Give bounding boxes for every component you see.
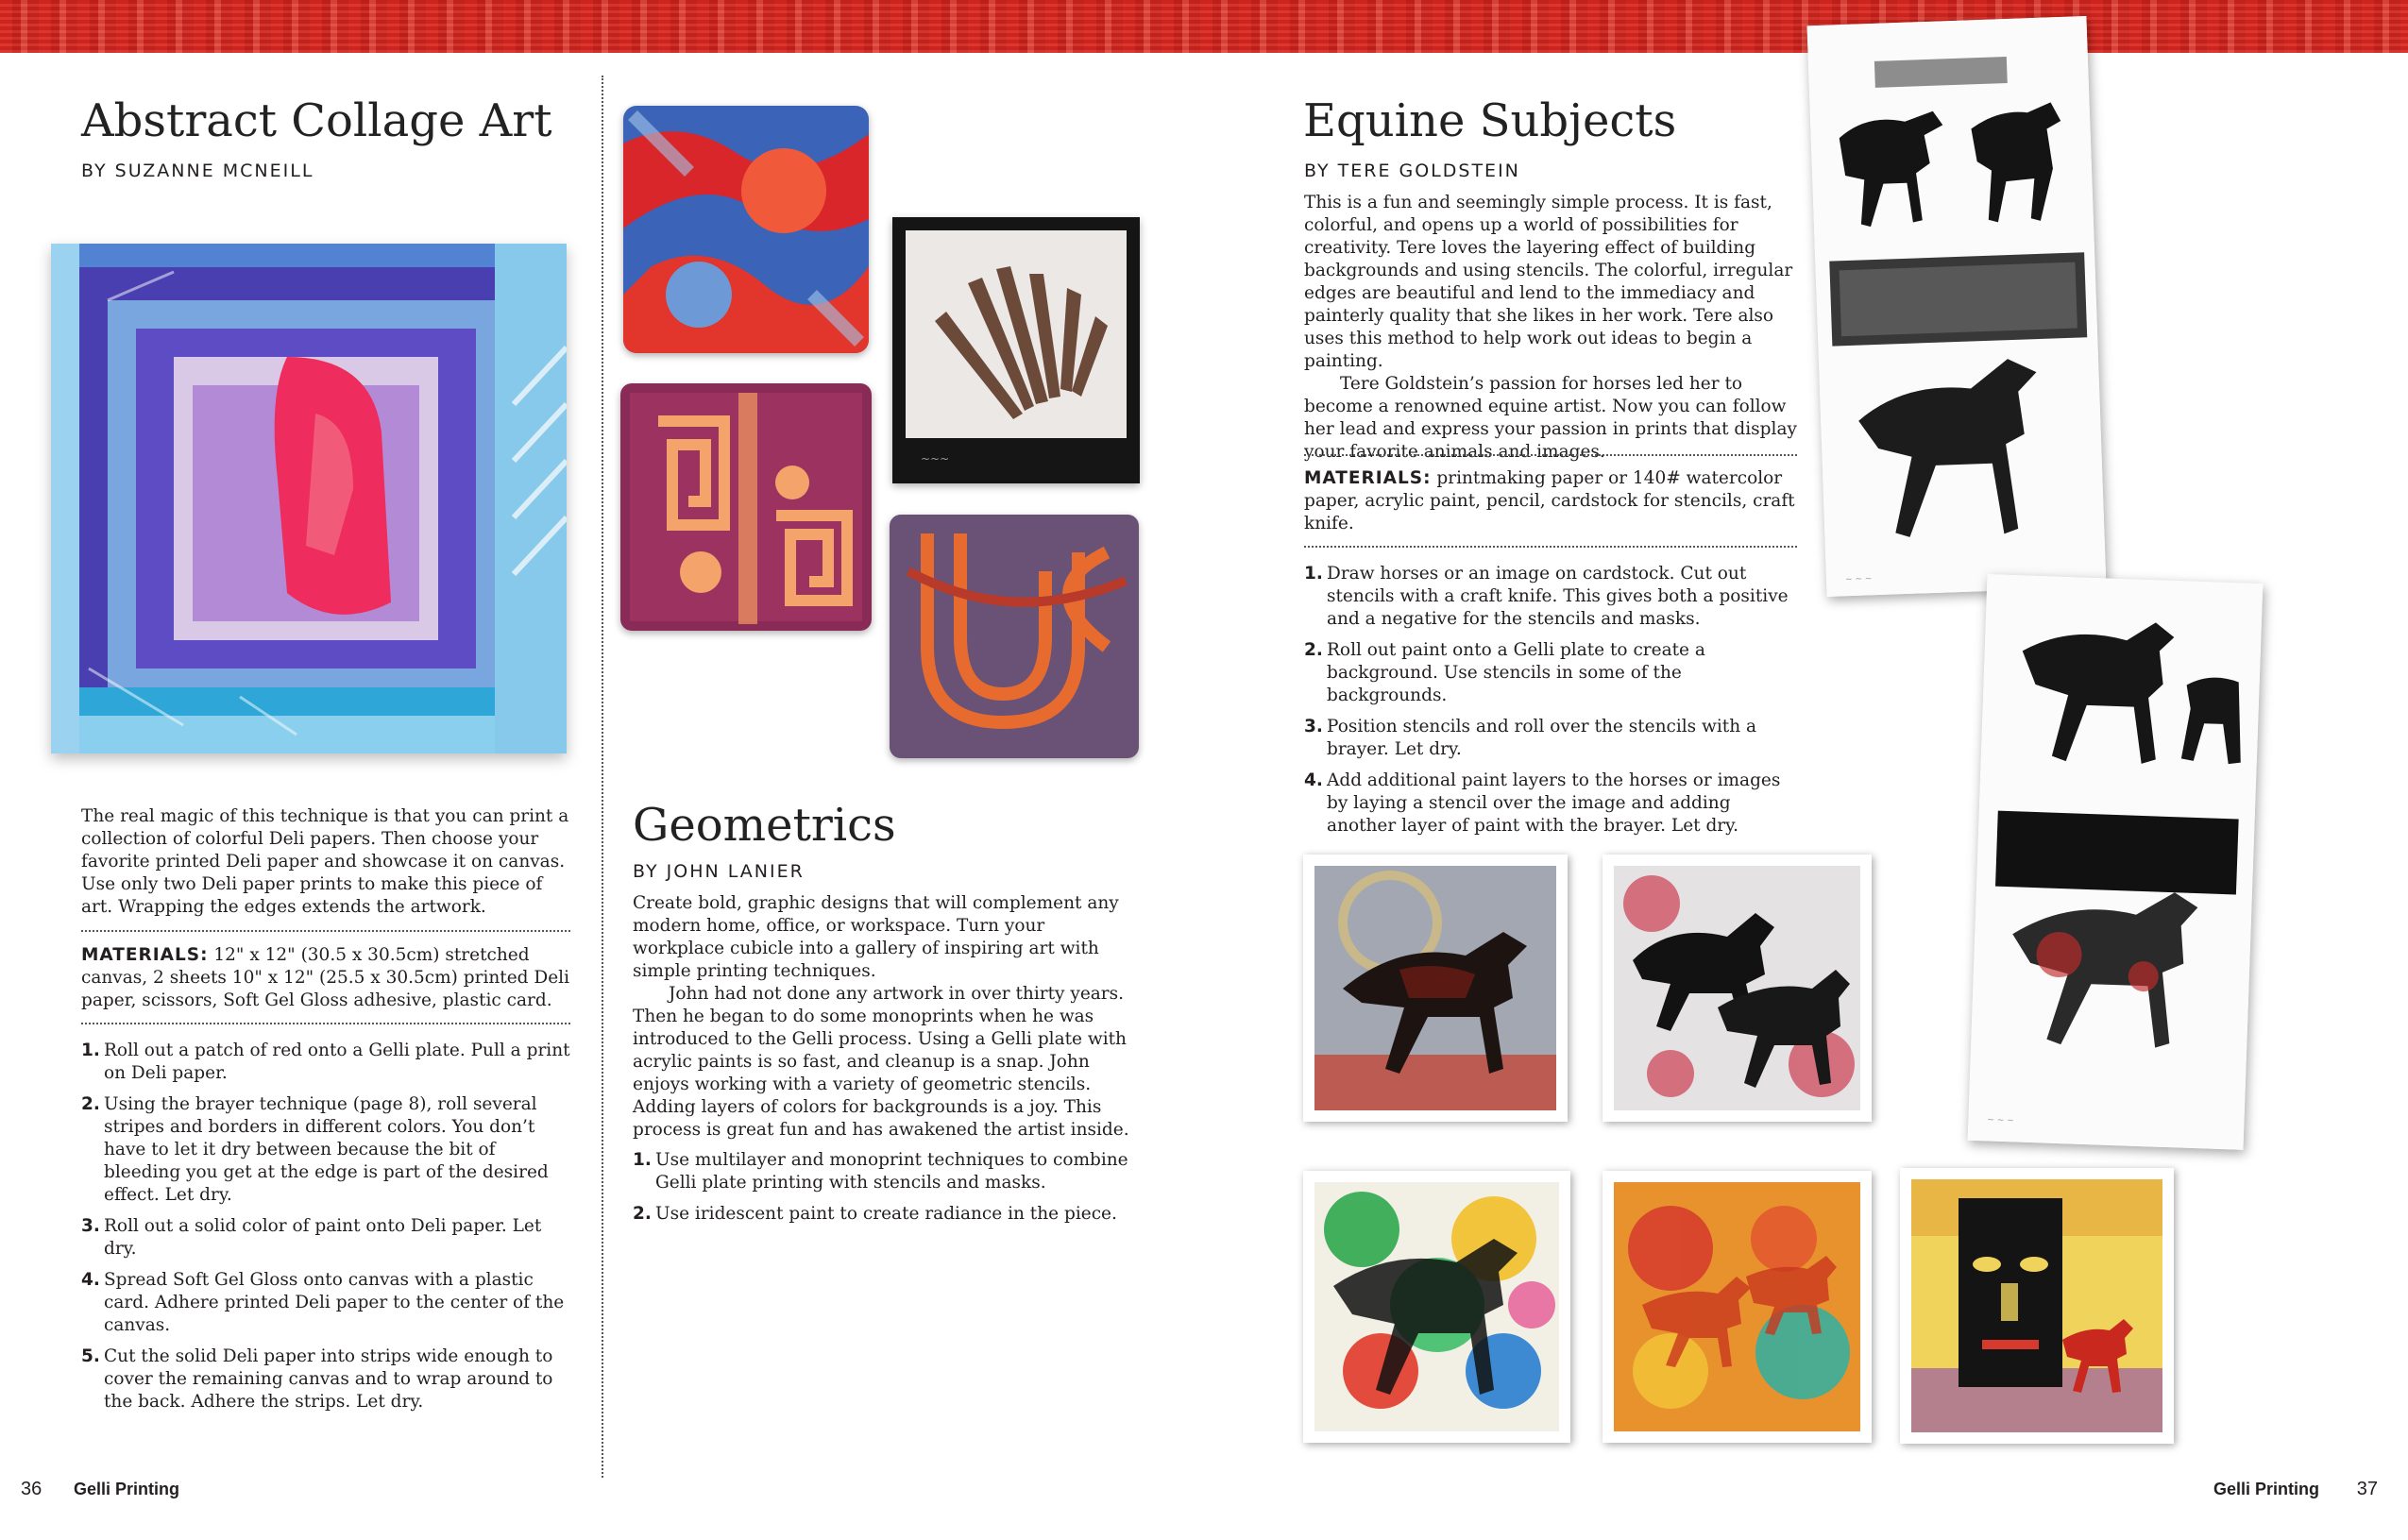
column-divider xyxy=(602,76,603,1478)
list-item xyxy=(81,1269,572,1337)
step-text: Use multilayer and monoprint techniques to combine Gelli plate printing with stencils and masks. xyxy=(655,1150,1128,1193)
equine-paragraph-2: Tere Goldstein’s passion for horses led her to become a renowned equine artist. Now you can follow her lead and express your passion in prints that display your favorite animals and images. xyxy=(1304,374,1797,462)
dotted-rule xyxy=(81,930,570,932)
page-title-equine-subjects: Equine Subjects xyxy=(1303,94,1677,147)
step-text: Using the brayer technique (page 8), roll several stripes and borders in different colors. You don’t have to let it dry between because the bit of bleeding you get at the edge is part of the desired effect. Let dry. xyxy=(104,1094,549,1205)
right-footer xyxy=(2213,1479,2378,1500)
horse-monoprint-tall-2-image xyxy=(1968,574,2264,1150)
step-text: Roll out paint onto a Gelli plate to create a background. Use stencils in some of the backgrounds. xyxy=(1327,640,1705,705)
materials-label: MATERIALS: xyxy=(1304,468,1432,488)
step-number: 4. xyxy=(1304,770,1323,790)
step-number: 3. xyxy=(81,1216,100,1236)
book-title-right: Gelli Printing xyxy=(2213,1480,2320,1498)
list-item xyxy=(81,1345,572,1413)
abstract-materials xyxy=(81,944,572,1012)
svg-text:~~~: ~~~ xyxy=(921,452,950,465)
svg-text:~ ~ ~: ~ ~ ~ xyxy=(1987,1115,2014,1126)
horse-print-small-3-image xyxy=(1303,1171,1570,1443)
geometrics-steps-list xyxy=(633,1149,1138,1234)
byline-suzanne: BY SUZANNE MCNEILL xyxy=(81,161,314,181)
equine-paragraph-1: This is a fun and seemingly simple process. It is fast, colorful, and opens up a world of possibilities for creativity. Tere loves the layering effect of building backgrounds and using stencils. The colorful, irregular edges are beautiful and lend to the immediacy and painterly quality that she likes in her work. Tere also uses this method to help work out ideas to begin a painting. xyxy=(1304,193,1793,371)
list-item xyxy=(633,1203,1138,1226)
geometrics-paragraph-1: Create bold, graphic designs that will complement any modern home, office, or workspace. Turn your workplace cubicle into a gallery of inspiring art with simple printing techniques. xyxy=(633,893,1119,981)
page-number-right: 37 xyxy=(2356,1479,2378,1499)
abstract-collage-canvas-image xyxy=(51,244,567,753)
book-title-left: Gelli Printing xyxy=(73,1480,179,1498)
geometrics-paragraph-2: John had not done any artwork in over thirty years. Then he began to do some monoprints when he was introduced to the Gelli process. Using a Gelli plate with acrylic paints is so fast, and cleanup is a snap. John enjoys working with a variety of geometric stencils. Adding layers of colors for backgrounds is a joy. This process is great fun and has awakened the artist inside. xyxy=(633,984,1129,1140)
step-number: 2. xyxy=(81,1094,100,1114)
geometric-print-swirl-image xyxy=(890,515,1139,758)
step-text: Position stencils and roll over the stencils with a brayer. Let dry. xyxy=(1327,717,1757,759)
byline-tere: BY TERE GOLDSTEIN xyxy=(1304,161,1520,181)
list-item xyxy=(81,1093,572,1207)
list-item xyxy=(1304,716,1800,761)
list-item xyxy=(1304,639,1800,707)
horse-print-small-2-image xyxy=(1603,855,1872,1122)
step-number: 4. xyxy=(81,1270,100,1290)
horse-print-small-4-image xyxy=(1603,1171,1872,1443)
geometric-print-fan-image xyxy=(892,217,1140,483)
step-text: Add additional paint layers to the horses or images by laying a stencil over the image and adding another layer of paint with the brayer. Let dry. xyxy=(1327,770,1781,836)
step-number: 2. xyxy=(633,1204,652,1224)
equine-body xyxy=(1304,192,1800,464)
step-text: Roll out a solid color of paint onto Deli paper. Let dry. xyxy=(104,1216,542,1259)
horse-print-small-1-image xyxy=(1303,855,1568,1122)
geometrics-body xyxy=(633,892,1138,1142)
step-text: Use iridescent paint to create radiance in the piece. xyxy=(655,1204,1117,1224)
step-number: 1. xyxy=(81,1041,100,1060)
dotted-rule xyxy=(1304,546,1797,548)
step-text: Draw horses or an image on cardstock. Cut out stencils with a craft knife. This gives both a positive and a negative for the stencils and masks. xyxy=(1327,564,1789,629)
geometric-print-spirals-image xyxy=(620,383,872,631)
materials-text: printmaking paper or 140# watercolor paper, acrylic paint, pencil, cardstock for stencils, craft knife. xyxy=(1304,468,1795,533)
geometric-print-red-blue-image xyxy=(623,106,869,353)
mask-horse-print-image xyxy=(1900,1168,2174,1444)
step-number: 1. xyxy=(1304,564,1323,584)
left-footer xyxy=(21,1479,179,1500)
step-number: 1. xyxy=(633,1150,652,1170)
materials-label: MATERIALS: xyxy=(81,945,209,965)
byline-john: BY JOHN LANIER xyxy=(633,861,805,882)
page-title-abstract-collage: Abstract Collage Art xyxy=(81,94,552,147)
section-title-geometrics: Geometrics xyxy=(633,799,896,852)
horse-monoprint-tall-1-image xyxy=(1807,16,2107,597)
abstract-intro-paragraph: The real magic of this technique is that you can print a collection of colorful Deli papers. Then choose your favorite printed Deli paper and showcase it on canvas. Use only two Deli paper prints to make this piece of art. Wrapping the edges extends the artwork. xyxy=(81,806,569,917)
svg-text:~ ~ ~: ~ ~ ~ xyxy=(1844,574,1873,585)
list-item xyxy=(81,1040,572,1085)
equine-materials xyxy=(1304,467,1800,535)
list-item xyxy=(1304,770,1800,838)
equine-steps-list xyxy=(1304,563,1800,846)
page-number-left: 36 xyxy=(21,1479,42,1499)
step-number: 5. xyxy=(81,1346,100,1366)
list-item xyxy=(633,1149,1138,1194)
step-number: 3. xyxy=(1304,717,1323,736)
materials-text: 12" x 12" (30.5 x 30.5cm) stretched canvas, 2 sheets 10" x 12" (25.5 x 30.5cm) printed Deli paper, scissors, Soft Gel Gloss adhesive, plastic card. xyxy=(81,945,570,1010)
step-text: Cut the solid Deli paper into strips wide enough to cover the remaining canvas and to wrap around to the back. Adhere the strips. Let dry. xyxy=(104,1346,553,1412)
dotted-rule xyxy=(81,1023,570,1024)
step-text: Spread Soft Gel Gloss onto canvas with a plastic card. Adhere printed Deli paper to the center of the canvas. xyxy=(104,1270,565,1335)
abstract-steps-list xyxy=(81,1040,572,1422)
list-item xyxy=(81,1215,572,1261)
step-number: 2. xyxy=(1304,640,1323,660)
dotted-rule xyxy=(1304,454,1797,456)
step-text: Roll out a patch of red onto a Gelli plate. Pull a print on Deli paper. xyxy=(104,1041,570,1083)
list-item xyxy=(1304,563,1800,631)
